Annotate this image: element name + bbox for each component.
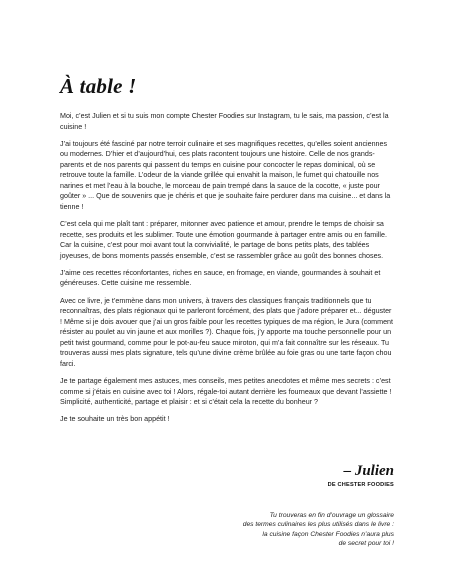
- page-title: À table !: [60, 74, 137, 98]
- paragraph: J’aime ces recettes réconfortantes, riches en sauce, en fromage, en viande, gourmandes à souhait et généreuses. Cette cuisine me ressemble.: [60, 268, 381, 288]
- intro-text: [60, 111, 393, 431]
- glossary-note-line: des termes culinaires les plus utilisés dans le livre :: [242, 521, 394, 529]
- paragraph: Je te souhaite un très bon appétit !: [60, 415, 170, 424]
- author-signature: [328, 464, 394, 488]
- paragraph: Moi, c’est Julien et si tu suis mon compte Chester Foodies sur Instagram, tu le sais, ma passion, c’est la cuisine !: [60, 112, 389, 131]
- glossary-note-line: de secret pour toi !: [338, 539, 394, 547]
- signature-subtitle: DE CHESTER FOODIES: [327, 482, 394, 488]
- glossary-note: [144, 511, 394, 548]
- paragraph: Je te partage également mes astuces, mes conseils, mes petites anecdotes et même mes secrets : c’est comme si j’étais en cuisine avec toi ! Alors, régale-toi autant derrière les fourneaux que devant l’assiette ! Simplicité, authenticité, partage et plaisir : et si c’était cela la recette du bonheur ?: [60, 377, 392, 407]
- paragraph: C’est cela qui me plaît tant : préparer, mitonner avec patience et amour, prendre le temps de choisir sa recette, ses produits et les sublimer. Toute une émotion gourmande à partager entre amis ou en famille. Car la cuisine, c’est pour moi avant tout la convivialité, le partage de bons petits plats, des tablées joyeuses, de bons moments passés ensemble, c’est se rassembler grâce au goût des bonnes choses.: [60, 220, 387, 260]
- glossary-note-line: la cuisine façon Chester Foodies n’aura plus: [262, 530, 394, 538]
- paragraph: Avec ce livre, je t’emmène dans mon univers, à travers des classiques français traditionnels que tu reconnaîtras, des plats régionaux qui te parleront forcément, des plats que j’adore préparer et... déguster ! Même si je dois avouer que j’ai un gros faible pour les recettes typiques de ma région, le Jura (comment résister au poulet au vin jaune et aux morilles ?). Chaque fois, j’y apporte ma touche personnelle pour un petit twist gourmand, comme pour le pot-au-feu sauce miroton, qui m’a fait connaître sur les réseaux. Tu trouveras aussi mes plats signature, tels qu’une divine crème brûlée au foie gras ou une tarte façon chou farci.: [60, 296, 393, 368]
- paragraph: J’ai toujours été fasciné par notre terroir culinaire et ses magnifiques recettes, qu’elles soient anciennes ou modernes. D’hier et d’aujourd’hui, ces plats racontent toujours une histoire. Celle de nos grands-parents et de nos parents qui passent du temps en cuisine pour concocter le repas dominical, où se retrouve toute la famille. L’odeur de la viande grillée qui envahit la maison, le fumet qui chatouille nos narines et met l’eau à la bouche, le morceau de pain trempé dans la sauce de la cocotte, « juste pour goûter » ... Que de souvenirs que je chéris et que je souhaite faire perdurer dans ma cuisine... et dans la tienne !: [60, 139, 391, 211]
- signature-name: – Julien: [343, 463, 394, 479]
- glossary-note-line: Tu trouveras en fin d’ouvrage un glossaire: [269, 512, 394, 519]
